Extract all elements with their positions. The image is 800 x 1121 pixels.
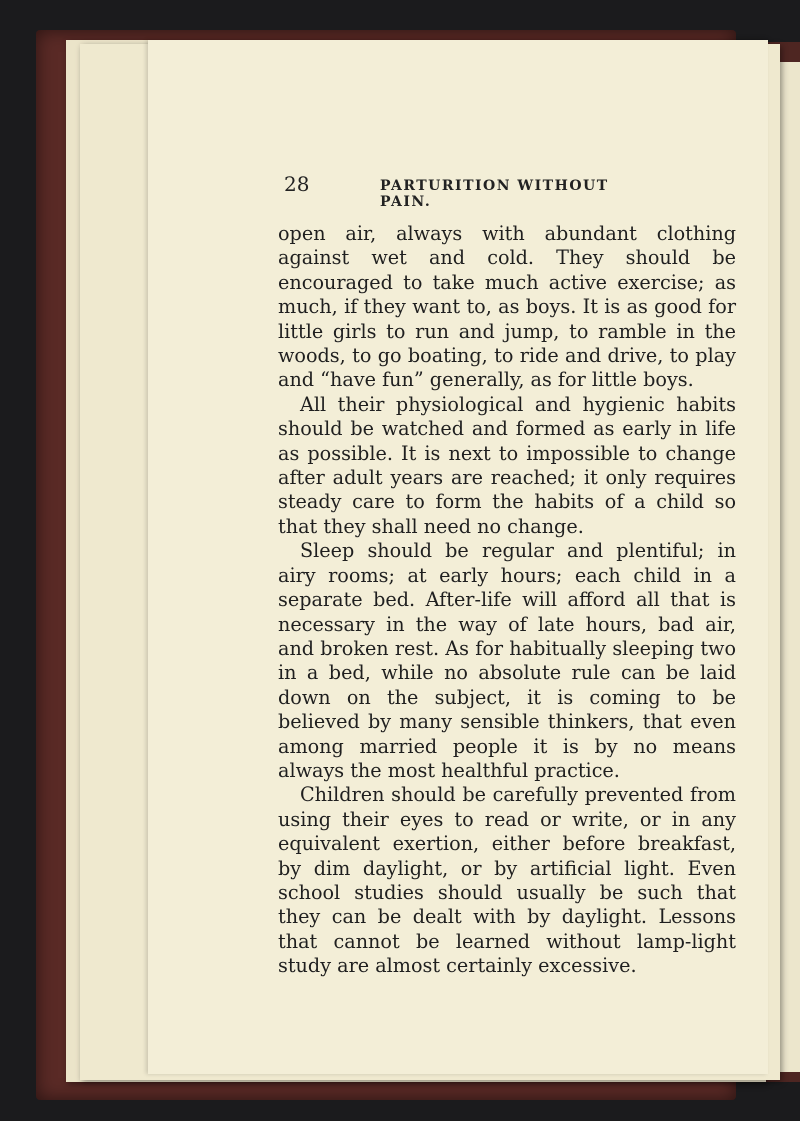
- paragraph: All their physiological and hygienic habits should be watched and formed as early in life as possible. It is next to impossible to change after adult years are reached; it only requires steady care to form the habits of a child so that they shall need no change.: [278, 392, 736, 538]
- running-head: PARTURITION WITHOUT PAIN.: [380, 178, 609, 210]
- page-body: [278, 222, 736, 979]
- page-number: 28: [284, 172, 310, 196]
- paragraph: Sleep should be regular and plentiful; in airy rooms; at early hours; each child in a separate bed. After-life will afford all that is necessary in the way of late hours, bad air, and broken rest. As for habitually sleeping two in a bed, while no absolute rule can be laid down on the subject, it is coming to be believed by many sensible thinkers, that even among married people it is by no means always the most healthful practice.: [278, 539, 736, 782]
- paragraph: Children should be carefully prevented from using their eyes to read or write, or in any equivalent exertion, either before breakfast, by dim daylight, or by artificial light. Even school studies should usually be such that they can be dealt with by daylight. Lessons that cannot be learned without lamp-light study are almost certainly excessive.: [278, 783, 736, 978]
- paragraph: open air, always with abundant clothing against wet and cold. They should be encouraged to take much active exercise; as much, if they want to, as boys. It is as good for little girls to run and jump, to ramble in the woods, to go boating, to ride and drive, to play and “have fun” generally, as for little boys.: [278, 222, 736, 392]
- page-header: [148, 172, 658, 210]
